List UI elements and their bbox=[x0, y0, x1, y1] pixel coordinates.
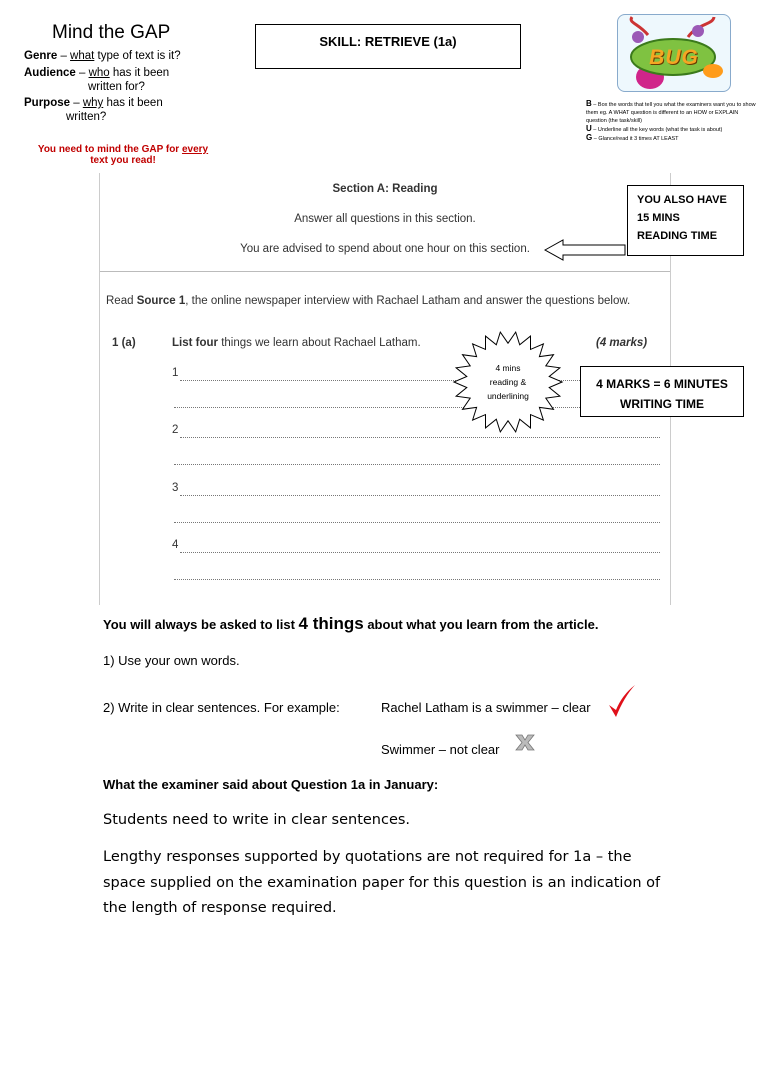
always-emphasis: 4 things bbox=[298, 614, 364, 633]
point-1: 1) Use your own words. bbox=[103, 653, 240, 668]
genre-label: Genre bbox=[24, 50, 58, 62]
purpose-label: Purpose bbox=[24, 97, 71, 109]
burst-line: reading & bbox=[489, 377, 527, 387]
genre-keyword: what bbox=[70, 50, 95, 62]
always-pre: You will always be asked to list bbox=[103, 617, 299, 632]
audience-keyword: who bbox=[88, 67, 110, 79]
burst-line: 4 mins bbox=[495, 363, 521, 373]
reading-time-callout bbox=[627, 185, 744, 256]
read-pre: Read bbox=[106, 295, 137, 307]
bug-note-letter: U bbox=[586, 124, 592, 133]
answer-line bbox=[174, 463, 660, 465]
purpose-dash: – bbox=[70, 97, 83, 109]
exam-instruction-2: You are advised to spend about one hour on this section. bbox=[240, 243, 530, 255]
audience-line bbox=[24, 66, 169, 81]
read-post: , the online newspaper interview with Rachael Latham and answer the questions below. bbox=[185, 295, 631, 307]
audience-label: Audience bbox=[24, 67, 76, 79]
answer-line bbox=[174, 521, 660, 523]
bug-note-letter: G bbox=[586, 133, 593, 142]
purpose-line bbox=[24, 96, 163, 111]
bug-note-b bbox=[586, 100, 758, 125]
reading-time-line: READING TIME bbox=[637, 230, 718, 242]
question-text bbox=[172, 337, 421, 349]
question-bold: List four bbox=[172, 337, 218, 349]
purpose-text: has it been bbox=[103, 97, 163, 109]
purpose-line-2: written? bbox=[66, 111, 107, 123]
bug-note-u bbox=[586, 125, 758, 134]
always-asked-line bbox=[103, 614, 598, 634]
bug-note-text: – Glance/read it 3 times AT LEAST bbox=[592, 136, 679, 142]
bug-note-text: – Underline all the key words (what the task is about) bbox=[591, 127, 723, 133]
bug-logo bbox=[617, 14, 731, 92]
example-clear: Rachel Latham is a swimmer – clear bbox=[381, 700, 591, 715]
starburst-label bbox=[468, 361, 548, 403]
check-mark-icon bbox=[606, 683, 636, 721]
examiner-line-1: Students need to write in clear sentences. bbox=[103, 812, 411, 828]
skill-box: SKILL: RETRIEVE (1a) bbox=[255, 24, 521, 69]
arrow-left-icon bbox=[543, 238, 627, 262]
question-marks: (4 marks) bbox=[596, 337, 648, 349]
exam-instruction-1: Answer all questions in this section. bbox=[294, 213, 476, 225]
bug-note-g bbox=[586, 134, 758, 143]
question-number: 1 (a) bbox=[112, 337, 136, 349]
reminder-text: You need to mind the GAP for bbox=[37, 144, 182, 155]
audience-line-2: written for? bbox=[88, 81, 145, 93]
page-title: Mind the GAP bbox=[52, 22, 171, 43]
always-post: about what you learn from the article. bbox=[363, 617, 599, 632]
answer-number: 2 bbox=[172, 424, 179, 436]
audience-dash: – bbox=[75, 67, 89, 79]
example-not-clear: Swimmer – not clear bbox=[381, 742, 500, 757]
burst-line: underlining bbox=[487, 391, 529, 401]
answer-line bbox=[174, 578, 660, 580]
answer-number: 1 bbox=[172, 367, 179, 379]
reading-time-line: YOU ALSO HAVE bbox=[637, 194, 727, 206]
read-source-instruction bbox=[106, 294, 654, 309]
answer-line bbox=[180, 436, 660, 438]
exam-divider bbox=[100, 271, 670, 272]
answer-line bbox=[180, 551, 660, 553]
source-label: Source 1 bbox=[136, 295, 186, 307]
writing-time-line: WRITING TIME bbox=[620, 397, 704, 411]
cross-mark-icon bbox=[514, 733, 536, 752]
bug-note-letter: B bbox=[586, 99, 592, 108]
section-title: Section A: Reading bbox=[332, 183, 438, 195]
point-2: 2) Write in clear sentences. For example: bbox=[103, 700, 340, 715]
reading-time-line: 15 MINS bbox=[637, 212, 680, 224]
bug-logo-text: BUG bbox=[649, 46, 699, 69]
examiner-heading: What the examiner said about Question 1a in January: bbox=[103, 777, 439, 792]
examiner-paragraph: Lengthy responses supported by quotations are not required for 1a – the space supplied on the examination paper for this question is an indication of the length of response required. bbox=[103, 849, 661, 916]
audience-text: has it been bbox=[109, 67, 170, 79]
writing-time-callout bbox=[580, 366, 744, 417]
bug-notes bbox=[586, 100, 758, 143]
genre-dash: – bbox=[57, 50, 71, 62]
bug-note-text: – Box the words that tell you what the examiners want you to show them eg. A WHAT question is different to an HOW or EXPLAIN question (the task/skill) bbox=[586, 102, 756, 124]
purpose-keyword: why bbox=[82, 97, 104, 109]
answer-line bbox=[180, 494, 660, 496]
question-rest: things we learn about Rachael Latham. bbox=[218, 337, 421, 349]
reminder-text-2: text you read! bbox=[90, 155, 156, 166]
writing-time-line: 4 MARKS = 6 MINUTES bbox=[596, 377, 728, 391]
answer-number: 3 bbox=[172, 482, 179, 494]
genre-text: type of text is it? bbox=[94, 50, 181, 62]
genre-line bbox=[24, 49, 181, 64]
answer-number: 4 bbox=[172, 539, 179, 551]
gap-reminder bbox=[28, 144, 218, 166]
reminder-keyword: every bbox=[181, 144, 209, 155]
